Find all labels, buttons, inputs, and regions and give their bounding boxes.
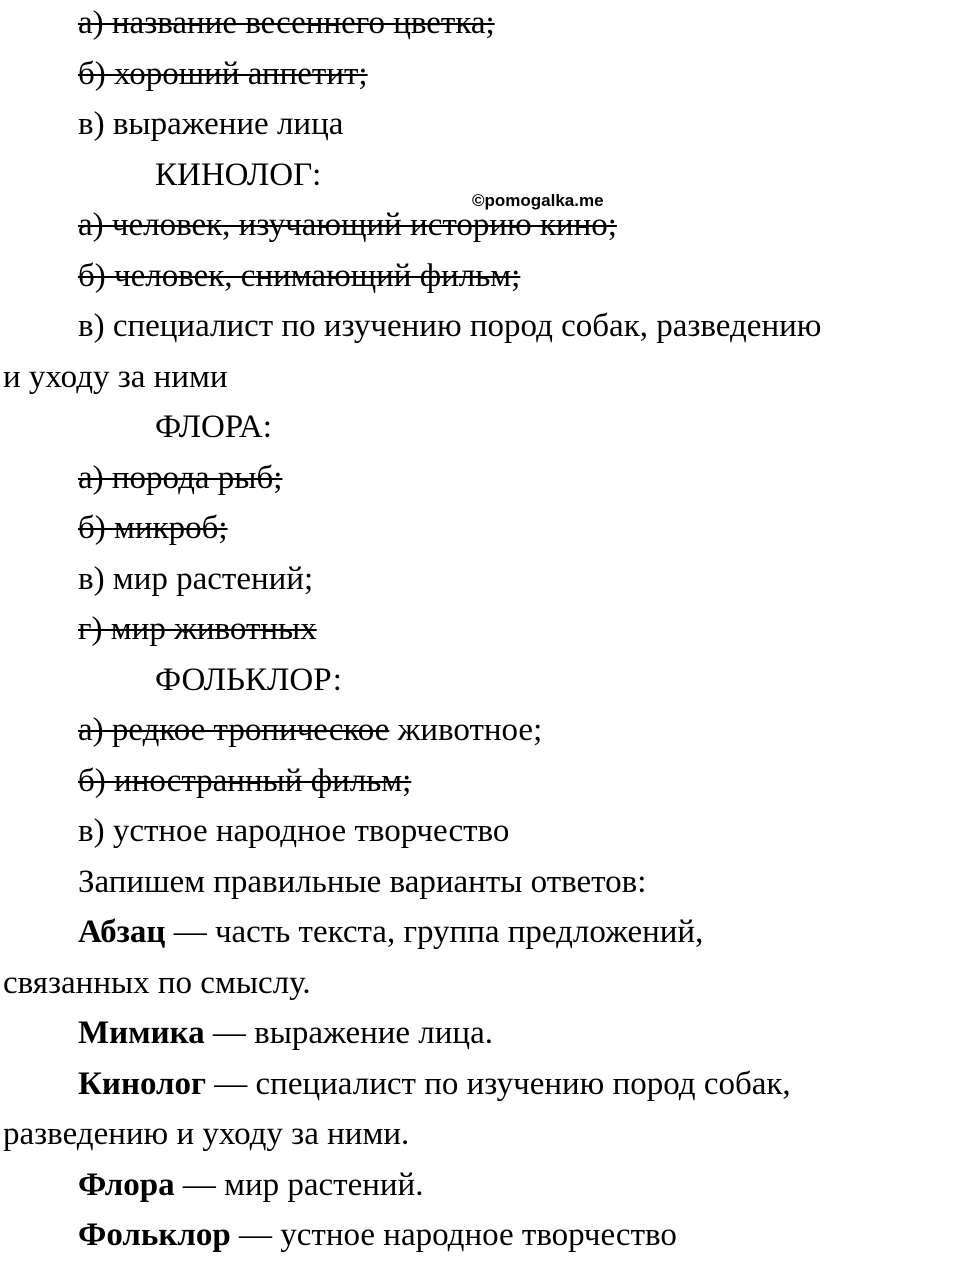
correct-option-text: в) мир растений; [78,560,314,597]
watermark: ©pomogalka.me [472,191,604,210]
term: Флора [78,1166,175,1203]
definition: — часть текста, группа предложений, [165,914,704,950]
flora-option-a [0,453,960,504]
definition: — выражение лица. [204,1015,493,1051]
answer-abzac [0,907,960,958]
answer-folklor [0,1210,960,1261]
term: Кинолог [78,1065,207,1102]
correct-option-text: в) специалист по изучению пород собак, разведению [78,308,822,344]
flora-heading [0,402,960,453]
struck-option-text: а) порода рыб; [78,459,283,496]
mimika-option-a [0,0,960,49]
flora-option-g [0,604,960,655]
correct-option-text: в) выражение лица [78,106,344,142]
definition: связанных по смыслу. [3,964,311,1001]
answer-kinolog-continuation [0,1109,960,1160]
definition: разведению и уходу за ними. [3,1116,410,1152]
folklor-option-v [0,806,960,857]
struck-option-text: б) человек, снимающий фильм; [78,257,521,294]
kinolog-option-v [0,301,960,352]
answer-flora [0,1160,960,1211]
definition: — устное народное творчество [230,1217,677,1253]
term: Фольклор [78,1217,231,1253]
heading-text: ФЛОРА: [155,409,272,445]
intro-text: Запишем правильные варианты ответов: [78,863,647,900]
answer-kinolog [0,1059,960,1110]
answers-intro [0,857,960,908]
kinolog-option-b [0,251,960,302]
folklor-option-b [0,756,960,807]
correct-option-text: и уходу за ними [3,358,228,395]
struck-option-text: б) микроб; [78,510,228,546]
struck-option-text: б) хороший аппетит; [78,55,368,92]
answer-mimika [0,1008,960,1059]
struck-option-text: б) иностранный фильм; [78,762,412,799]
folklor-option-a [0,705,960,756]
answer-abzac-continuation [0,958,960,1009]
heading-text: ФОЛЬКЛОР: [155,661,342,698]
option-text: животное; [389,712,543,748]
struck-option-text: г) мир животных [78,611,317,647]
definition: — специалист по изучению пород собак, [206,1065,791,1102]
correct-option-text: в) устное народное творчество [78,813,510,849]
flora-option-b [0,503,960,554]
flora-option-v [0,554,960,605]
struck-option-text: а) название весеннего цветка; [78,5,495,41]
term: Мимика [78,1015,205,1051]
heading-text: КИНОЛОГ: [155,156,322,193]
definition: — мир растений. [174,1166,424,1203]
kinolog-option-v-continuation [0,352,960,403]
struck-option-text: а) редкое тропическое [78,712,390,748]
mimika-option-b [0,49,960,100]
mimika-option-v [0,99,960,150]
folklor-heading [0,655,960,706]
struck-option-text: а) человек, изучающий историю кино; [78,207,617,243]
term: Абзац [78,914,166,950]
